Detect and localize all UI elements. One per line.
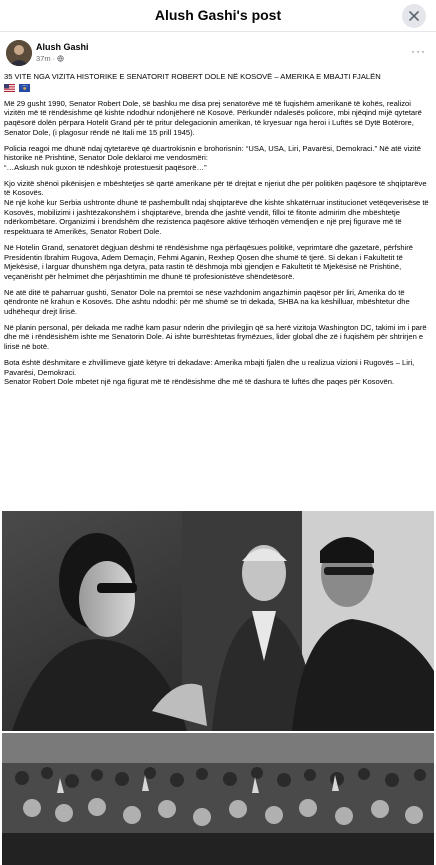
more-options-button[interactable]: ··· (411, 44, 426, 58)
paragraph: Senator Robert Dole mbetet një nga figurat më të rëndësishme dhe më të dashura të luftës dhe paqes për Kosovën. (4, 377, 395, 387)
us-flag-icon (4, 84, 15, 92)
paragraph: Policia reagoi me dhunë ndaj qytetarëve që duartrokisnin e brohorisnin: “USA, USA, Liri, Pavarësi, Demokraci.” Në atë vizitë historike në Prishtinë, Senator Dole deklaroi me vendosmëri: (4, 143, 422, 163)
avatar[interactable] (6, 40, 32, 66)
dialog-title: Alush Gashi's post (154, 7, 282, 23)
post-title (4, 72, 432, 93)
author-name[interactable]: Alush Gashi (36, 42, 89, 52)
post-text (4, 72, 432, 393)
photo-meeting-image (2, 511, 434, 731)
post-time[interactable]: 37m (36, 54, 51, 63)
paragraph: Në Hotelin Grand, senatorët dëgjuan dëshmi të rëndësishme nga përfaqësues politikë, veprimtarë dhe gazetarë, përfshirë Presidentin Ibrahim Rugova, Adem Demaçin, Fehmi Aganin, Rexhep Qosen dhe shumë të tjerë. Si dekan i Fakultetit të Mjekësisë, i larguar dhunshëm nga detyra, pata rastin të dëshmoja mbi gjendjen e Fakultetit të Mjekësisë në Prishtinë, veçanërisht për helmimet dhe përjashtimin me dhunë të profesionistëve shëndetësorë. (4, 242, 414, 281)
close-icon (409, 11, 419, 21)
photo-crowd-image (2, 733, 434, 865)
kosovo-flag-icon (19, 84, 30, 92)
post-photo-crowd[interactable] (2, 733, 434, 865)
post-meta: 37m · (36, 54, 64, 63)
post-dialog-header (0, 0, 436, 32)
paragraph: Kjo vizitë shënoi pikënisjen e mbështetjes së qartë amerikane për të drejtat e njeriut dhe për politikën paqësore të shqiptarëve të Kosovës. (4, 178, 427, 198)
quote: “…Askush nuk guxon të ndëshkojë protestuesit paqësorë…” (4, 162, 207, 172)
flags (4, 83, 432, 93)
post-photo-meeting[interactable] (2, 511, 434, 731)
post-title-text: 35 VITE NGA VIZITA HISTORIKE E SENATORIT ROBERT DOLE NË KOSOVË – AMERIKA E MBAJTI FJALËN (4, 72, 381, 81)
avatar-picture (6, 40, 32, 66)
paragraph: Bota është dëshmitare e zhvillimeve gjatë këtyre tri dekadave: Amerika mbajti fjalën dhe u realizua vizioni i Rugovës – Liri, Pavarësi, Demokraci. (4, 357, 415, 377)
paragraph: Në një kohë kur Serbia ushtronte dhunë të pashembullt ndaj shqiptarëve dhe kishte shkatërruar institucionet vetëqeverisëse të Kosovës, mobilizimi i jashtëzakonshëm i shqiptarëve, brenda dhe jashtë vendit, filloi të fitonte admirim dhe mbështetje ndërkombëtare. Organizimi i brendshëm dhe rezistenca paqësore aktive tërhoqën vëmendjen e një prej figurave më të respektuara të Amerikës, Senator Robert Dole. (4, 198, 429, 237)
paragraph: Më 29 gusht 1990, Senator Robert Dole, së bashku me disa prej senatorëve më të fuqishëm amerikanë të kohës, realizoi vizitën më të rëndësishme që kishte ndodhur ndonjëherë në Kosovë. Përkundër ndalesës policore, mbi njëqind mijë qytetarë paqësorë dolën përpara Hotelit Grand për të pritur delegacionin amerikan, të kryesuar nga heroi i Luftës së Dytë Botërore, Senator Dole, (i plagosur rëndë në Itali më 15 prill 1945). (4, 98, 422, 137)
close-button[interactable] (402, 4, 426, 28)
globe-icon (57, 55, 64, 62)
post-header (0, 38, 436, 70)
paragraph: Në atë ditë të paharruar gushti, Senator Dole na premtoi se nëse vazhdonim angazhimin paqësor për liri, Amerika do të qëndronte në krahun e Kosovës. Dhe ashtu ndodhi: për më shumë se tri dekada, SHBA na ka këshilluar, mbështetur dhe udhëhequr drejt lirisë. (4, 287, 410, 317)
paragraph: Në planin personal, për dekada me radhë kam pasur nderin dhe privilegjin që sa herë vizitoja Washington DC, takimi im i parë dhe më i rëndësishëm ishte me Senatorin Dole. Ai ishte burrështetas frymëzues, lider global dhe zë i fuqishëm për shtrirjen e lirisë në botë. (4, 322, 427, 352)
